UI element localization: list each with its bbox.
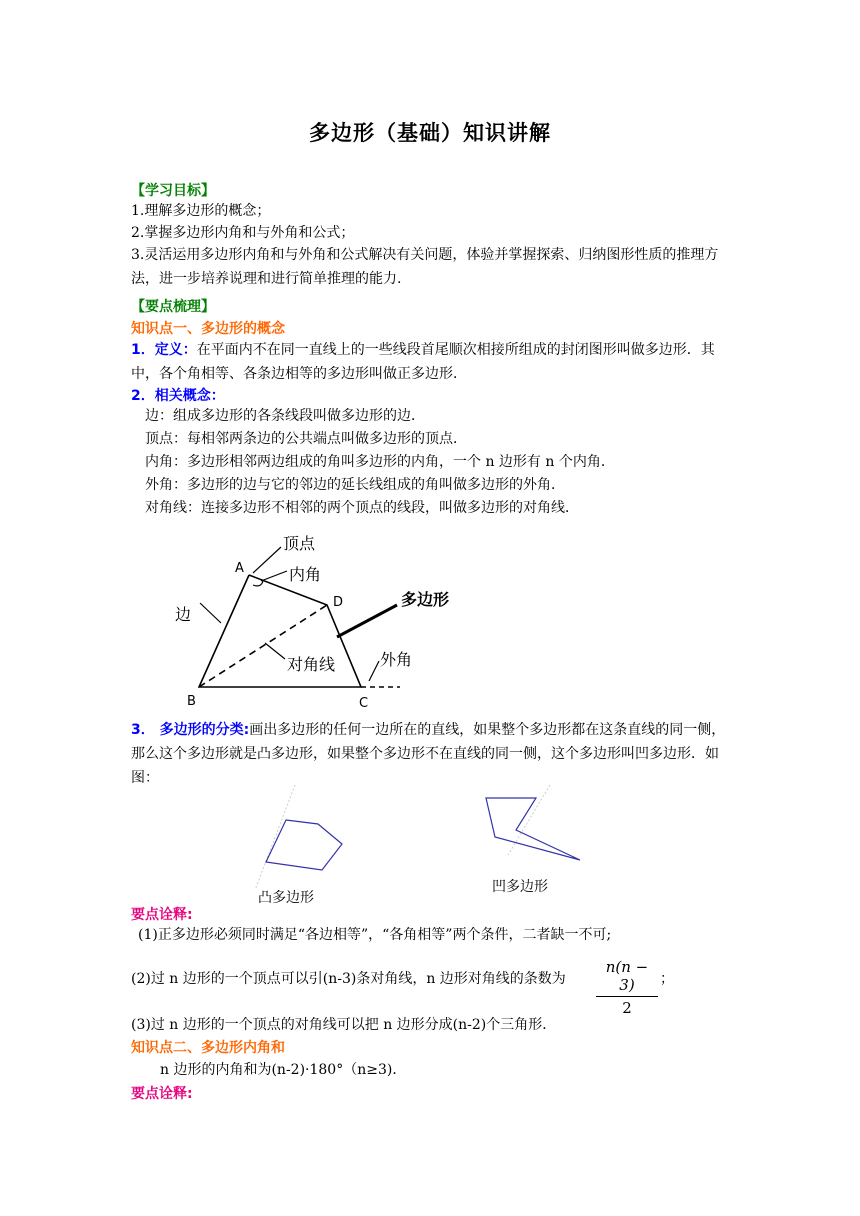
vertex-a-label: A — [235, 561, 244, 576]
concept-diagonal: 对角线：连接多边形不相邻的两个顶点的线段，叫做多边形的对角线． — [145, 500, 579, 516]
definition-label: 1．定义： — [131, 342, 197, 358]
notes-heading-2: 要点诠释: — [131, 1086, 193, 1102]
kp2-heading: 知识点二、多边形内角和 — [131, 1040, 285, 1056]
kp1-heading: 知识点一、多边形的概念 — [131, 321, 285, 337]
concave-polygon — [486, 798, 580, 860]
note-2 — [131, 969, 566, 989]
note-2-tail: ； — [660, 971, 674, 987]
polygon-types-figure — [250, 780, 595, 890]
definition-text: 在平面内不在同一直线上的一些线段首尾顺次相接所组成的封闭图形叫做多边形．其中，各个角相等、各条边相等的多边形叫做正多边形． — [131, 342, 715, 382]
diagonal-term-label: 对角线 — [287, 655, 336, 674]
concept-exterior-angle: 外角：多边形的边与它的邻边的延长线组成的角叫做多边形的外角． — [145, 477, 565, 493]
vertex-c-label: C — [359, 696, 369, 710]
classification-text: 画出多边形的任何一边所在的直线，如果整个多边形都在这条直线的同一侧，那么这个多边形就是凸多边形，如果整个多边形不在直线的同一侧，这个多边形叫凹多边形．如图： — [131, 722, 726, 786]
note-1: (1)正多边形必须同时满足“各边相等”，“各角相等”两个条件，二者缺一不可; — [138, 927, 612, 943]
definition-paragraph — [131, 338, 733, 386]
classification-label: 3． 多边形的分类: — [131, 722, 250, 738]
concept-interior-angle: 内角：多边形相邻两边组成的角叫多边形的内角，一个 n 边形有 n 个内角． — [145, 454, 615, 470]
diagonal-count-fraction — [596, 958, 658, 1017]
vertex-b-label: B — [187, 694, 196, 709]
interior-angle-sum-formula: n 边形的内角和为(n-2)·180°（n≥3)． — [160, 1062, 407, 1078]
interior-angle-term-label: 内角 — [289, 565, 322, 584]
fraction-denominator: 2 — [622, 999, 632, 1017]
goals-heading: 【学习目标】 — [131, 183, 215, 199]
goal-item-2: 2.掌握多边形内角和与外角和公式； — [131, 225, 355, 241]
notes-heading-1: 要点诠释: — [131, 907, 193, 923]
page-title: 多边形（基础）知识讲解 — [309, 121, 551, 145]
polygon-concept-figure — [165, 525, 465, 710]
concave-polygon-label: 凹多边形 — [492, 879, 548, 895]
side-term-label: 边 — [175, 605, 192, 624]
goal-item-1: 1.理解多边形的概念； — [131, 203, 271, 219]
goal-item-3: 3.灵活运用多边形内角和与外角和公式解决有关问题，体验并掌握探索、归纳图形性质的推理方法，进一步培养说理和进行简单推理的能力. — [131, 247, 719, 287]
polygon-term-label: 多边形 — [401, 590, 450, 609]
convex-polygon — [266, 820, 342, 870]
note-2-text: (2)过 n 边形的一个顶点可以引(n-3)条对角线，n 边形对角线的条数为 — [131, 971, 566, 987]
convex-polygon-label: 凸多边形 — [258, 890, 314, 906]
vertex-term-label: 顶点 — [283, 534, 316, 553]
exterior-angle-term-label: 外角 — [380, 650, 413, 669]
concepts-label: 2．相关概念： — [131, 388, 225, 404]
fraction-numerator: n(n − 3) — [596, 958, 658, 997]
convex-reference-line — [255, 785, 295, 890]
points-heading: 【要点梳理】 — [131, 299, 215, 315]
concept-vertex: 顶点：每相邻两条边的公共端点叫做多边形的顶点． — [145, 431, 467, 447]
note-3: (3)过 n 边形的一个顶点的对角线可以把 n 边形分成(n-2)个三角形． — [131, 1017, 557, 1033]
concave-reference-line — [508, 785, 550, 855]
vertex-d-label: D — [333, 595, 344, 610]
concept-side: 边：组成多边形的各条线段叫做多边形的边． — [145, 408, 425, 424]
